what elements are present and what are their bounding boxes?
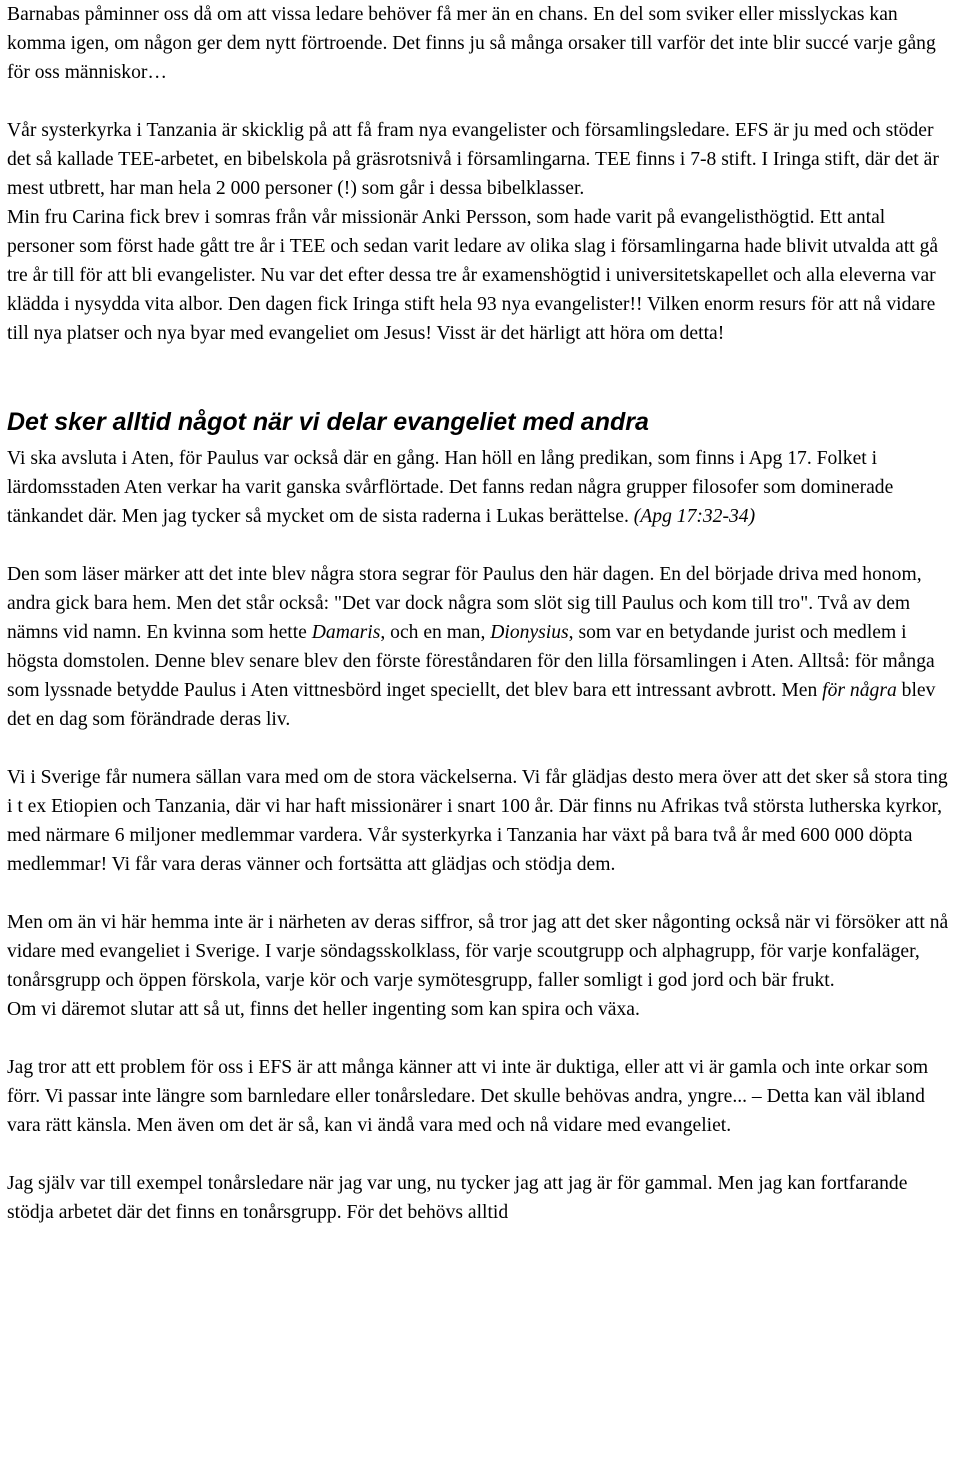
- text-run: blev det en dag som förändrade deras liv.: [7, 680, 936, 730]
- section-heading: Det sker alltid något när vi delar evangeliet med andra: [7, 408, 649, 436]
- paragraph-evangeliet-sverige: Men om än vi här hemma inte är i närheten av deras siffror, så tror jag att det sker någonting också när vi försöker att nå vidare med evangeliet i Sverige. I varje söndagsskolklass, för varje scoutgrupp och alphagrupp, för varje konfaläger, tonårsgrupp och öppen förskola, varje kör och varje symötesgrupp, faller somligt i god jord och bär frukt.: [7, 912, 949, 991]
- bible-reference: (Apg 17:32-34): [633, 506, 756, 527]
- name-dionysius: Dionysius: [490, 622, 569, 643]
- paragraph-barnabas: Barnabas påminner oss då om att vissa ledare behöver få mer än en chans. En del som sviker eller misslyckas kan komma igen, om någon ger dem nytt förtroende. Det finns ju så många orsaker till varför det inte blir succé varje gång för oss människor…: [7, 4, 936, 83]
- paragraph-gap: [7, 734, 955, 763]
- paragraph-paulus-aten: [7, 560, 955, 734]
- paragraph-sverige-vackelser: Vi i Sverige får numera sällan vara med om de stora väckelserna. Vi får glädjas desto mera över att det sker så stora ting i t ex Etiopien och Tanzania, där vi har haft missionärer i snart 100 år. Där finns nu Afrikas två största lutherska kyrkor, med närmare 6 miljoner medlemmar vardera. Vår systerkyrka i Tanzania har växt på bara två år med 600 000 döpta medlemmar! Vi får vara deras vänner och fortsätta att glädjas och stödja dem.: [7, 767, 948, 875]
- paragraph-gap: [7, 879, 955, 908]
- section-gap: [7, 348, 955, 406]
- paragraph-tonarsledare: Jag själv var till exempel tonårsledare när jag var ung, nu tycker jag att jag är för gammal. Men jag kan fortfarande stödja arbetet där det finns en tonårsgrupp. För det behövs alltid: [7, 1173, 908, 1223]
- text-run: , som var en betydande jurist och medlem i högsta domstolen. Denne blev senare blev den förste föreståndaren för den lilla församlingen i Aten. Alltså: för många som lyssnade betydde Paulus i Aten vittnesbörd inget speciellt, det blev bara ett intressant avbrott. Men: [7, 622, 935, 701]
- emphasis-for-nagra: för några: [822, 680, 897, 701]
- text-run: , och en man,: [380, 622, 486, 643]
- name-damaris: Damaris: [311, 622, 381, 643]
- paragraph-gap: [7, 1024, 955, 1053]
- paragraph-aten-text: Vi ska avsluta i Aten, för Paulus var också där en gång. Han höll en lång predikan, som finns i Apg 17. Folket i lärdomsstaden Aten verkar ha varit ganska svårflörtade. Det fanns redan några grupper filosofer som dominerade tänkandet där. Men jag tycker så mycket om de sista raderna i Lukas berättelse.: [7, 448, 894, 527]
- paragraph-efs-problem: Jag tror att ett problem för oss i EFS är att många känner att vi inte är duktiga, eller att vi är gamla och inte orkar som förr. Vi passar inte längre som barnledare eller tonårsledare. Det skulle behövas andra, yngre... – Detta kan väl ibland vara rätt känsla. Men även om det är så, kan vi ändå vara med och nå vidare med evangeliet.: [7, 1057, 929, 1136]
- paragraph-aten: [7, 444, 955, 531]
- paragraph-gap: [7, 531, 955, 560]
- paragraph-gap: [7, 1140, 955, 1169]
- text-run: Den som läser märker att det inte blev några stora segrar för Paulus den här dagen. En del började driva med honom, andra gick bara hem. Men det står också: "Det var dock några som slöt sig till Paulus och kom till tro". Två av dem nämns vid namn. En kvinna som hette: [7, 564, 922, 643]
- paragraph-sluta-sa: Om vi däremot slutar att så ut, finns det heller ingenting som kan spira och växa.: [7, 999, 640, 1020]
- paragraph-carina-letter: Min fru Carina fick brev i somras från vår missionär Anki Persson, som hade varit på evangelisthögtid. Ett antal personer som först hade gått tre år i TEE och sedan varit ledare av olika slag i församlingarna hade blivit utvalda att gå tre år till för att bli evangelister. Nu var det efter dessa tre år examenshögtid i universitetskapellet och alla eleverna var klädda i nysydda vita albor. Den dagen fick Iringa stift hela 93 nya evangelister!! Vilken enorm resurs för att nå vidare till nya platser och nya byar med evangeliet om Jesus! Visst är det härligt att höra om detta!: [7, 207, 939, 344]
- paragraph-gap: [7, 87, 955, 116]
- paragraph-tanzania-tee: Vår systerkyrka i Tanzania är skicklig på att få fram nya evangelister och församlingsledare. EFS är ju med och stöder det så kallade TEE-arbetet, en bibelskola på gräsrotsnivå i församlingarna. TEE finns i 7-8 stift. I Iringa stift, där det är mest utbrett, har man hela 2 000 personer (!) som går i dessa bibelklasser.: [7, 120, 939, 199]
